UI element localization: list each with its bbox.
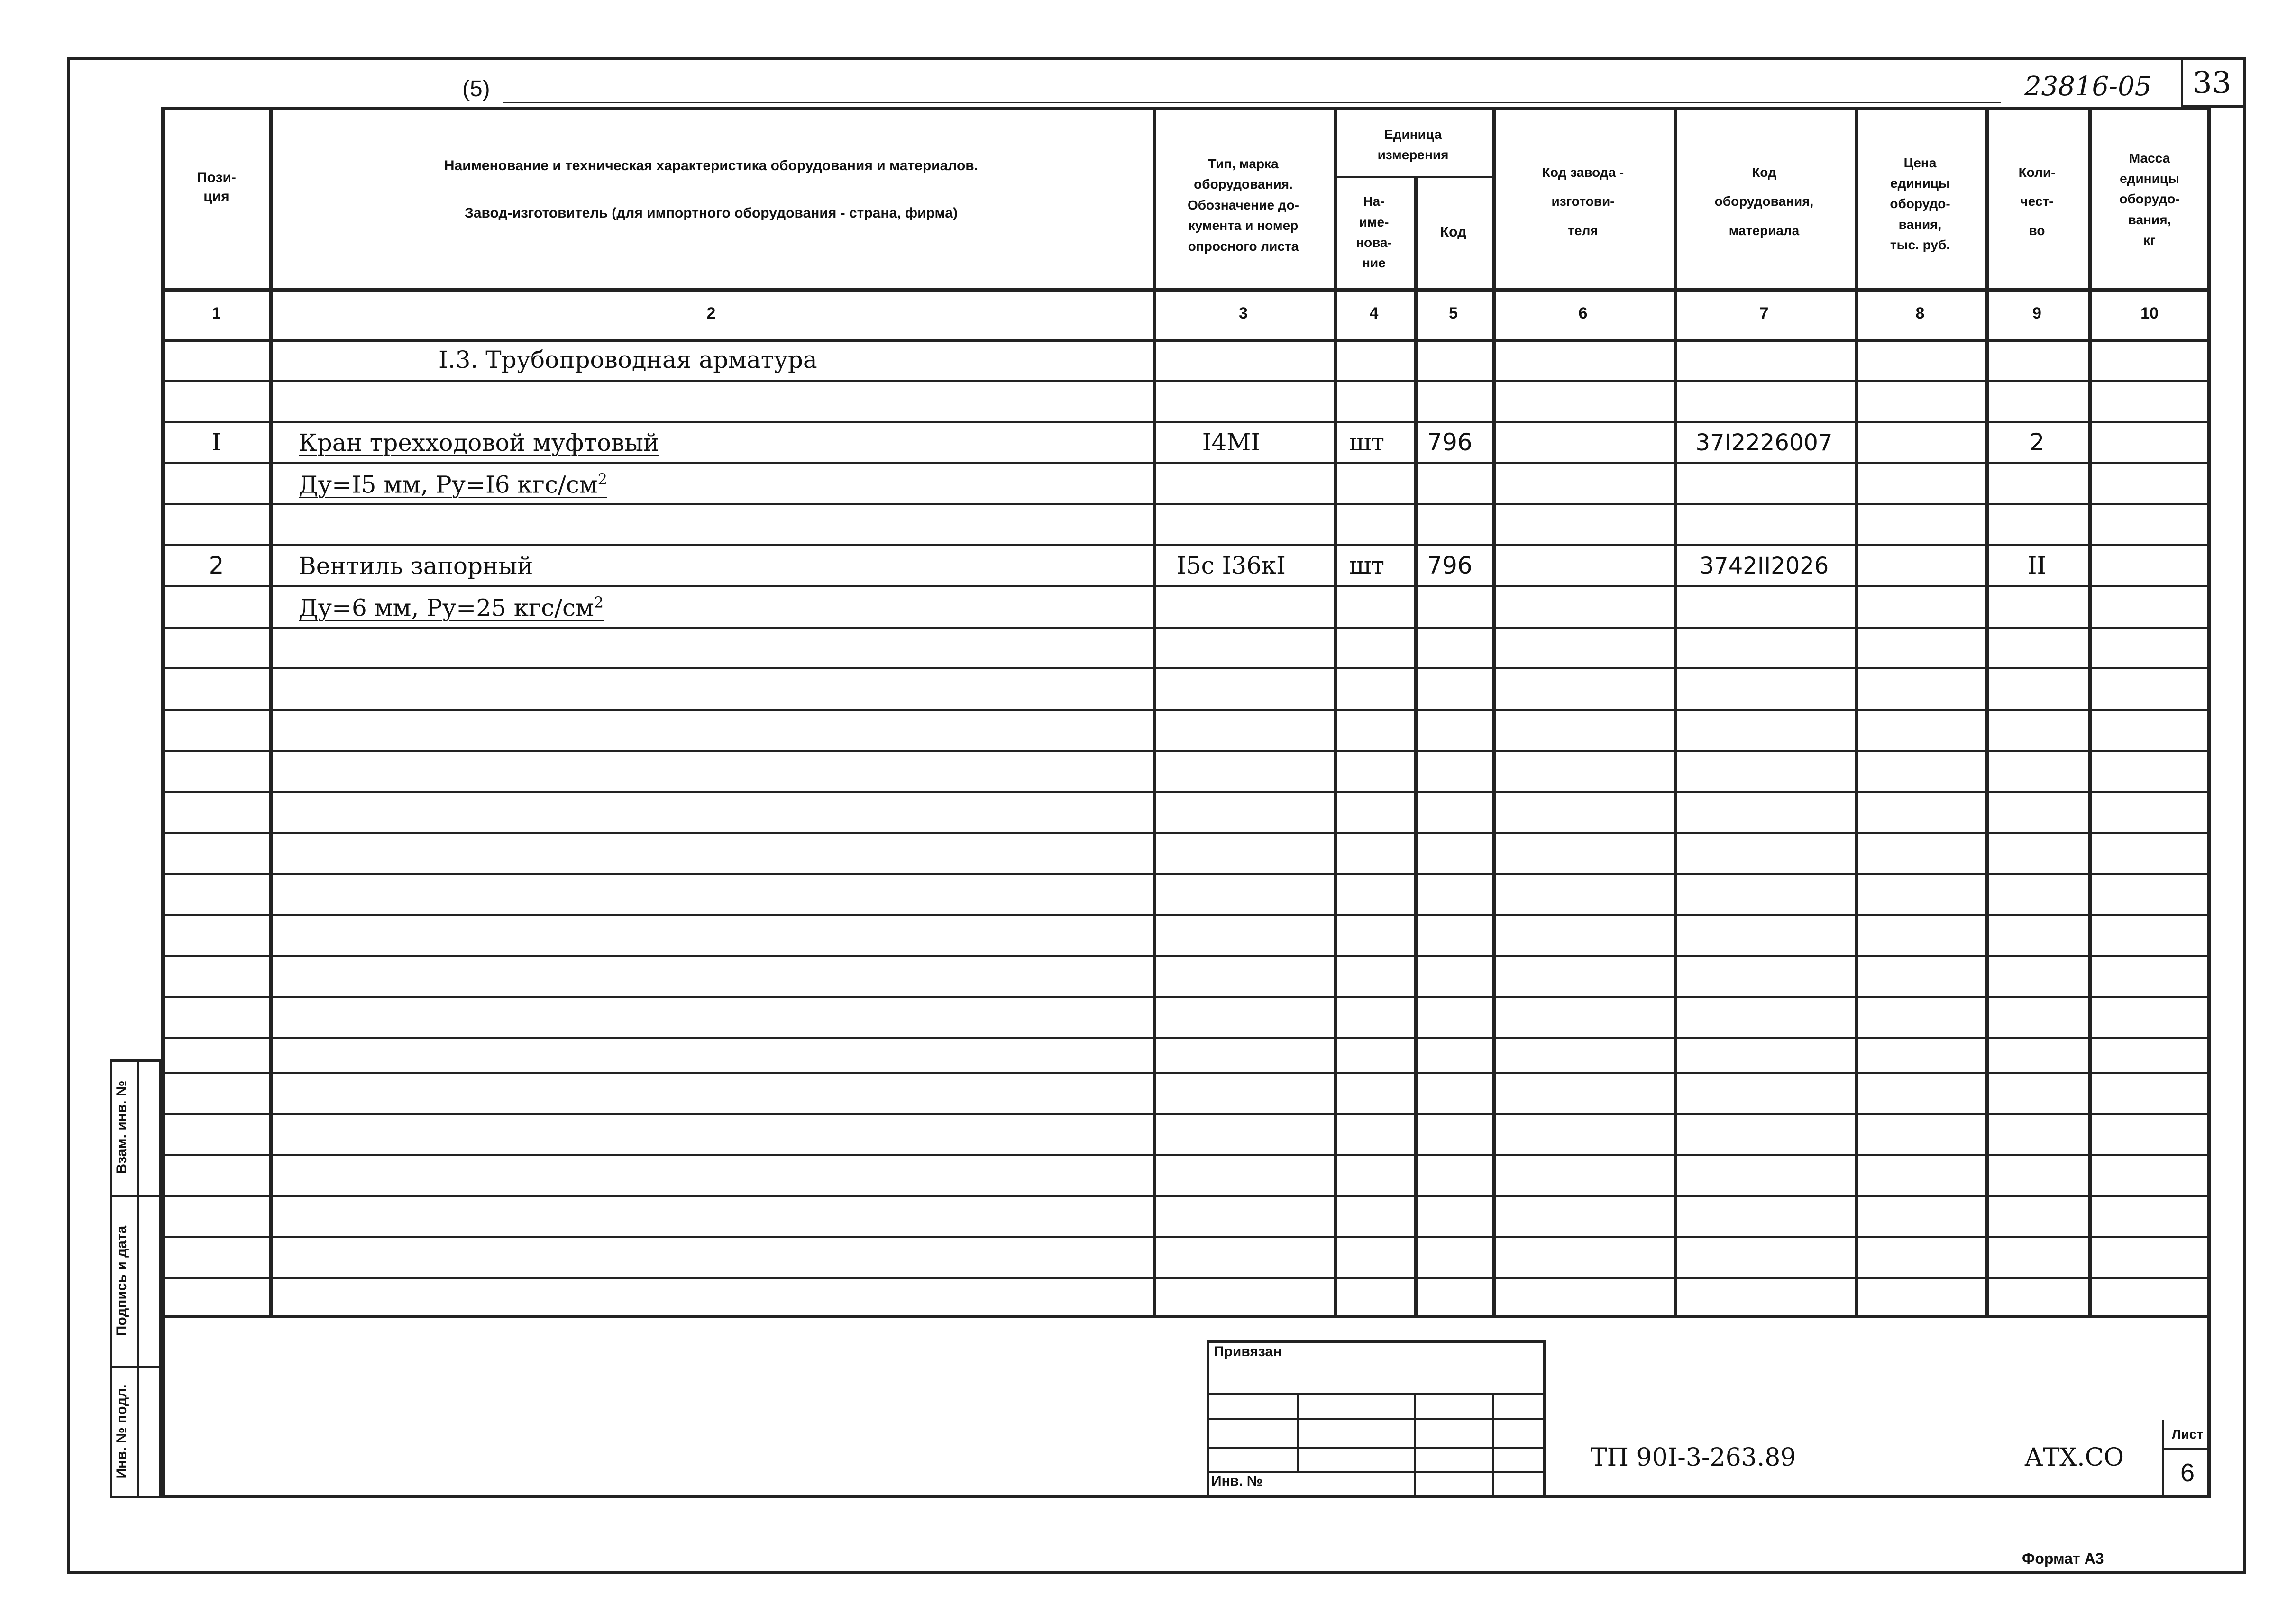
header-equipment-code: Код оборудования, материала <box>1714 164 1814 238</box>
item-2-spec-sup: 2 <box>594 593 604 611</box>
row-line <box>161 380 2211 382</box>
colnum-10: 10 <box>2140 304 2159 323</box>
colnum-3: 3 <box>1239 304 1248 323</box>
header-quantity: Коли- чест- во <box>2018 164 2056 238</box>
header-name-line1: Наименование и техническая характеристика оборудования и материалов. <box>444 157 979 173</box>
header-type: Тип, марка оборудования. Обозначение до- кумента и номер опросного листа <box>1187 156 1299 254</box>
item-1-type: I4МI <box>1202 429 1261 456</box>
row-line <box>161 791 2211 793</box>
item-2-quantity: II <box>2027 552 2047 580</box>
section-title: I.3. Трубопроводная арматура <box>439 346 817 374</box>
linked-row <box>1207 1447 1546 1449</box>
colnum-4: 4 <box>1369 304 1379 323</box>
linked-col <box>1492 1393 1494 1498</box>
item-2-mass <box>2088 547 2211 585</box>
item-1-equipment-code: 37I2226007 <box>1695 429 1833 456</box>
row-line <box>161 1277 2211 1279</box>
colnum-7: 7 <box>1759 304 1769 323</box>
header-unit-code: Код <box>1440 224 1467 240</box>
row-line <box>161 750 2211 752</box>
row-line <box>161 873 2211 875</box>
header-position: Пози- ция <box>197 169 236 204</box>
row-line <box>161 503 2211 505</box>
item-2-plant-code <box>1492 547 1674 585</box>
row-line <box>161 996 2211 998</box>
header-unit-mass: Масса единицы оборудо- вания, кг <box>2119 150 2180 248</box>
header-unit-price: Цена единицы оборудо- вания, тыс. руб. <box>1890 155 1950 253</box>
linked-row <box>1207 1418 1546 1420</box>
item-2-unit-code: 796 <box>1427 552 1473 580</box>
row-line <box>161 667 2211 669</box>
sheet-box-divider <box>2162 1448 2211 1450</box>
item-2-equipment-code: 3742II2026 <box>1699 552 1829 579</box>
item-1-price <box>1855 423 1985 462</box>
item-2-position: 2 <box>209 552 224 580</box>
page-corner-number: 33 <box>2193 65 2232 100</box>
row-line <box>161 1113 2211 1115</box>
colnum-bottom-line <box>161 339 2211 342</box>
document-code: ТП 90I-3-263.89 <box>1591 1443 1796 1472</box>
item-1-spec-text: Ду=I5 мм, Ру=I6 кгс/см <box>299 471 598 499</box>
item-2-spec-text: Ду=6 мм, Ру=25 кгс/см <box>299 594 594 622</box>
item-2-name: Вентиль запорный <box>299 552 533 580</box>
bottom-frame <box>161 1318 2211 1498</box>
header-name-line2: Завод-изготовитель (для импортного оборудования - страна, фирма) <box>465 205 958 221</box>
row-line <box>161 1072 2211 1074</box>
side-stamp-original-inv: Инв. № подл. <box>114 1384 129 1479</box>
inv-no-label: Инв. № <box>1211 1473 1263 1489</box>
row-line <box>161 709 2211 711</box>
row-line <box>161 1037 2211 1039</box>
row-line <box>161 1195 2211 1197</box>
document-mark: АТХ.СО <box>2024 1443 2124 1472</box>
colnum-9: 9 <box>2032 304 2041 323</box>
colnum-2: 2 <box>706 304 716 323</box>
row-line <box>161 544 2211 546</box>
item-1-plant-code <box>1492 423 1674 462</box>
linked-label: Привязан <box>1214 1344 1282 1359</box>
item-2-type: I5с I36кI <box>1177 552 1286 580</box>
sheet-number: 6 <box>2180 1459 2195 1487</box>
format-label: Формат А3 <box>2022 1550 2104 1567</box>
handwritten-code: 23816-05 <box>2024 71 2152 102</box>
item-1-spec <box>299 470 607 499</box>
item-1-quantity: 2 <box>2029 429 2045 456</box>
item-1-unit: шт <box>1349 429 1385 456</box>
colnum-1: 1 <box>212 304 221 323</box>
row-line <box>161 627 2211 629</box>
item-1-spec-sup: 2 <box>597 470 607 488</box>
linked-row <box>1207 1393 1546 1395</box>
row-line <box>161 832 2211 834</box>
row-line <box>161 1154 2211 1156</box>
linked-col <box>1414 1393 1416 1498</box>
side-stamp-replaced-inv: Взам. инв. № <box>114 1080 129 1174</box>
sheet-marker: (5) <box>462 76 490 101</box>
linked-col <box>1297 1393 1299 1471</box>
header-plant-code: Код завода - изготови- теля <box>1542 164 1624 238</box>
row-line <box>161 585 2211 587</box>
colnum-5: 5 <box>1449 304 1458 323</box>
sheet-label: Лист <box>2171 1426 2204 1441</box>
item-1-unit-code: 796 <box>1427 429 1473 456</box>
row-line <box>161 421 2211 423</box>
item-2-unit: шт <box>1349 552 1385 580</box>
item-1-name: Кран трехходовой муфтовый <box>299 429 659 456</box>
item-2-spec <box>299 593 604 622</box>
item-2-price <box>1855 547 1985 585</box>
header-unit-name: На- име- нова- ние <box>1356 194 1392 271</box>
top-rule <box>503 102 2001 103</box>
linked-row <box>1207 1471 1546 1473</box>
row-line <box>161 955 2211 957</box>
row-line <box>161 1236 2211 1238</box>
colnum-6: 6 <box>1578 304 1588 323</box>
colnum-8: 8 <box>1915 304 1925 323</box>
side-stamp-signature-date: Подпись и дата <box>114 1225 129 1336</box>
item-1-position: I <box>211 429 221 456</box>
row-line <box>161 462 2211 464</box>
col-divider-4 <box>1414 176 1418 1318</box>
item-1-mass <box>2088 423 2211 462</box>
row-line <box>161 914 2211 916</box>
side-stamp-divider <box>137 1059 139 1498</box>
header-unit-group: Единица измерения <box>1377 127 1449 162</box>
